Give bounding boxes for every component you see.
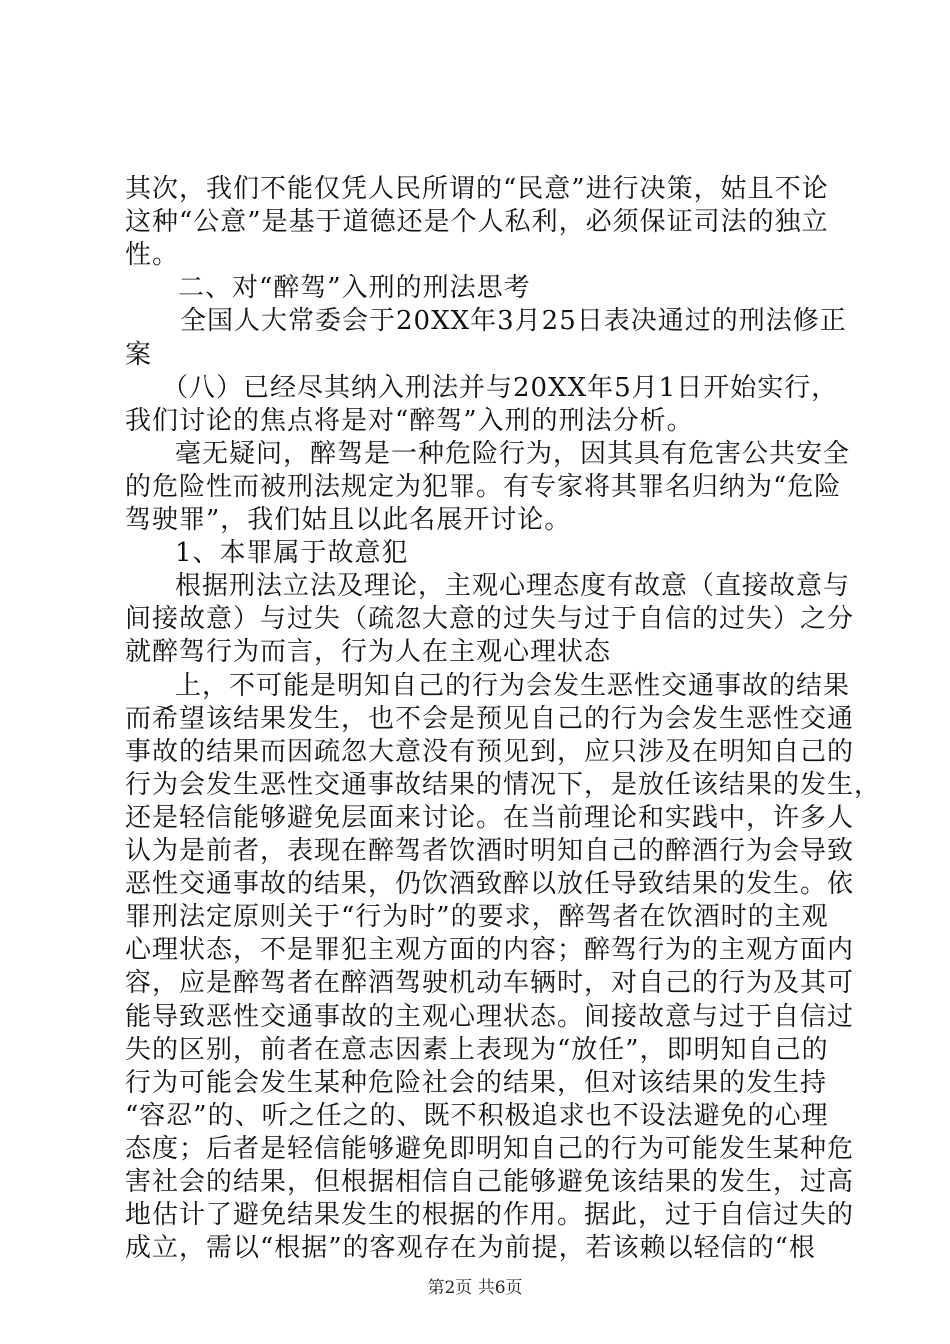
body-text-line: 心理状态，不是罪犯主观方面的内容；醉驾行为的主观方面内 xyxy=(125,935,855,966)
body-text-line: 全国人大常委会于20XX年3月25日表决通过的刑法修正 xyxy=(180,306,847,337)
body-text-line: 我们讨论的焦点将是对“醉驾”入刑的刑法分析。 xyxy=(125,405,694,436)
body-text-line: “容忍”的、听之任之的、既不积极追求也不设法避免的心理 xyxy=(125,1100,829,1131)
body-text-line: 能导致恶性交通事故的主观心理状态。间接故意与过于自信过 xyxy=(125,1001,855,1032)
body-text-line: 案 xyxy=(125,339,153,370)
body-text-line: 行为可能会发生某种危险社会的结果，但对该结果的发生持 xyxy=(125,1067,828,1098)
body-text-line: 行为会发生恶性交通事故结果的情况下，是放任该结果的发生， xyxy=(125,769,882,800)
body-text-line: 而希望该结果发生，也不会是预见自己的行为会发生恶性交通 xyxy=(125,703,855,734)
body-text-line: 毫无疑问，醉驾是一种危险行为，因其具有危害公共安全 xyxy=(175,438,851,469)
body-text-line: 的危险性而被刑法规定为犯罪。有专家将其罪名归纳为“危险 xyxy=(125,471,842,502)
body-text-line: 事故的结果而因疏忽大意没有预见到，应只涉及在明知自己的 xyxy=(125,736,855,767)
body-text-line: 根据刑法立法及理论，主观心理态度有故意（直接故意与 xyxy=(175,571,851,602)
body-text-line: 失的区别，前者在意志因素上表现为“放任”，即明知自己的 xyxy=(125,1034,829,1065)
body-text-line: 上，不可能是明知自己的行为会发生恶性交通事故的结果 xyxy=(175,670,851,701)
body-text-line: 性。 xyxy=(125,240,180,271)
body-text-line: 容，应是醉驾者在醉酒驾驶机动车辆时，对自己的行为及其可 xyxy=(125,968,855,999)
section-heading: 二、对“醉驾”入刑的刑法思考 xyxy=(178,273,531,304)
body-text-line: 害社会的结果，但根据相信自己能够避免该结果的发生，过高 xyxy=(125,1167,855,1197)
body-text-line: 就醉驾行为而言，行为人在主观心理状态 xyxy=(125,637,612,668)
body-text-line: 认为是前者，表现在醉驾者饮酒时明知自己的醉酒行为会导致 xyxy=(125,836,855,866)
body-text-line: 驾驶罪”，我们姑且以此名展开讨论。 xyxy=(125,505,572,535)
body-text-line: 这种“公意”是基于道德还是个人私利，必须保证司法的独立 xyxy=(125,207,829,238)
body-text-line: 其次，我们不能仅凭人民所谓的“民意”进行决策，姑且不论 xyxy=(125,174,829,204)
body-text-line: （八）已经尽其纳入刑法并与20XX年5月1日开始实行， xyxy=(162,372,839,403)
body-text-line: 态度；后者是轻信能够避免即明知自己的行为可能发生某种危 xyxy=(125,1133,855,1164)
body-text-line: 地估计了避免结果发生的根据的作用。据此，过于自信过失的 xyxy=(125,1200,855,1231)
page-number-footer: 第2页 共6页 xyxy=(427,1278,523,1298)
body-text-line: 还是轻信能够避免层面来讨论。在当前理论和实践中，许多人 xyxy=(125,802,855,833)
subsection-heading: 1、本罪属于故意犯 xyxy=(175,538,409,569)
body-text-line: 成立，需以“根据”的客观存在为前提，若该赖以轻信的“根 xyxy=(125,1233,816,1264)
body-text-line: 罪刑法定原则关于“行为时”的要求，醉驾者在饮酒时的主观 xyxy=(125,902,829,933)
body-text-line: 间接故意）与过失（疏忽大意的过失与过于自信的过失）之分 xyxy=(125,604,855,635)
body-text-line: 恶性交通事故的结果，仍饮酒致醉以放任导致结果的发生。依 xyxy=(125,869,855,900)
